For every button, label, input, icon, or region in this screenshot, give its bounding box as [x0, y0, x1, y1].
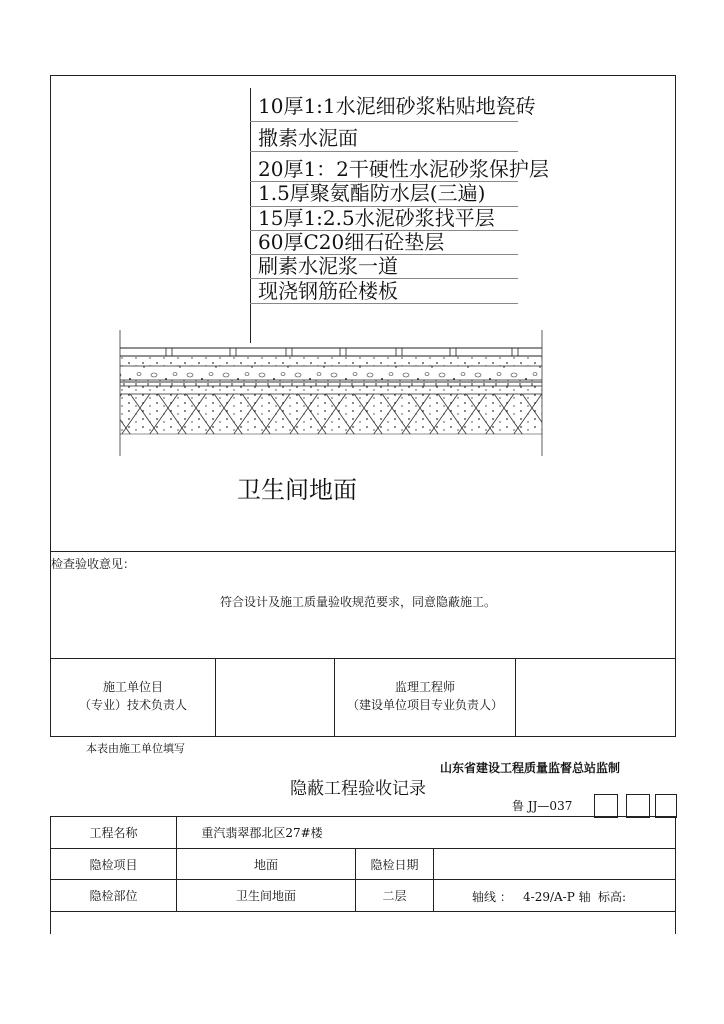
- axis-value[interactable]: 4-29/A-P 轴: [523, 890, 591, 904]
- floor-value[interactable]: 二层: [382, 889, 407, 903]
- form-title: 隐蔽工程验收记录: [290, 779, 426, 799]
- layer-line-2: [250, 151, 518, 152]
- authority-text: 山东省建设工程质量监督总站监制: [440, 761, 621, 775]
- table-right: [675, 816, 676, 934]
- inspection-item-label: 隐检项目: [89, 857, 138, 872]
- table-row-line-3: [50, 911, 676, 912]
- opinion-label: 检查验收意见：: [51, 557, 136, 571]
- code-box-1[interactable]: [594, 794, 618, 818]
- inspection-date-label: 隐检日期: [370, 857, 419, 872]
- opinion-top-border: [50, 551, 676, 552]
- layer-label-6: 60厚C20细石砼垫层: [258, 230, 445, 254]
- contractor-line2: （专业）技术负责人: [78, 698, 187, 712]
- supervisor-signature-field[interactable]: [516, 659, 675, 736]
- code-box-2[interactable]: [626, 794, 650, 818]
- supervisor-line1: 监理工程师: [394, 680, 455, 694]
- frame-left: [50, 75, 51, 737]
- frame-top: [50, 75, 676, 76]
- inspection-item-value[interactable]: 地面: [253, 857, 278, 872]
- supervisor-signature-label: [335, 676, 515, 716]
- layer-label-2: 撒素水泥面: [258, 126, 358, 150]
- supervisor-line2: （建设单位项目专业负责人）: [346, 698, 503, 712]
- project-name-label: 工程名称: [89, 826, 138, 840]
- elevation-label: 标高:: [598, 890, 627, 904]
- inspection-part-label: 隐检部位: [89, 889, 138, 903]
- frame-right: [675, 75, 676, 737]
- layer-label-8: 现浇钢筋砼楼板: [258, 279, 398, 303]
- contractor-signature-field[interactable]: [216, 659, 334, 736]
- drawing-caption: 卫生间地面: [237, 476, 357, 504]
- layer-line-1: [250, 121, 518, 122]
- floor-section-drawing: [112, 328, 550, 458]
- layer-label-5: 15厚1:2.5水泥砂浆找平层: [258, 206, 495, 230]
- axis-label: 轴线 ：: [472, 890, 512, 904]
- inspection-part-value[interactable]: 卫生间地面: [235, 889, 296, 903]
- leader-vertical: [250, 88, 251, 343]
- layer-line-8: [250, 303, 518, 304]
- inspection-date-value[interactable]: [434, 849, 675, 879]
- layer-label-4: 1.5厚聚氨酯防水层(三遍): [258, 181, 486, 205]
- layer-label-3: 20厚1：2干硬性水泥砂浆保护层: [258, 157, 549, 181]
- layer-label-7: 刷素水泥浆一道: [258, 254, 398, 278]
- form-code: 鲁 JJ—037: [512, 799, 573, 813]
- opinion-text: 符合设计及施工质量验收规范要求，同意隐蔽施工。: [220, 595, 497, 609]
- signature-bottom-border: [50, 736, 676, 737]
- footnote: 本表由施工单位填写: [86, 742, 185, 755]
- contractor-line1: 施工单位目: [102, 680, 163, 694]
- contractor-signature-label: [51, 676, 215, 716]
- code-box-3[interactable]: [655, 794, 677, 818]
- project-name-value[interactable]: 重汽翡翠郡北区27#楼: [201, 826, 323, 840]
- layer-label-1: 10厚1:1水泥细砂浆粘贴地瓷砖: [258, 94, 536, 118]
